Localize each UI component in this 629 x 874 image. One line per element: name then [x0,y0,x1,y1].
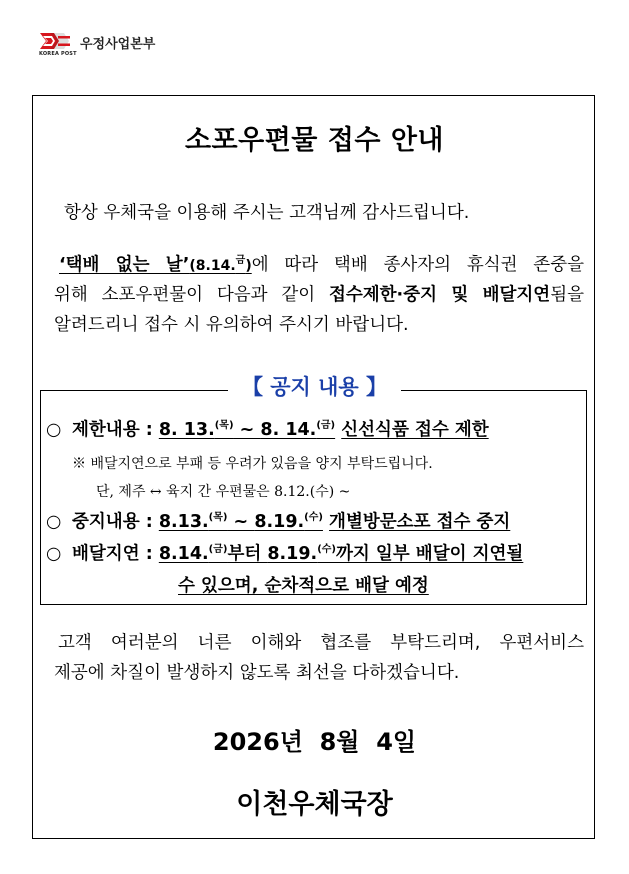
notice-note-jeju: 단, 제주 ↔ 육지 간 우편물은 8.12.(수) ~ [96,484,351,500]
header [38,30,155,60]
bullet-circle-icon: ○ [46,420,62,440]
notice-paragraph [54,250,584,340]
org-name: 우정사업본부 [80,37,156,52]
restriction-phrase: 접수제한·중지 및 배달지연 [328,285,551,305]
notice-item-suspension: ○ 중지내용 : 8.13.$^{(목)}$ ~ 8.19.$^{(수)}$ 개별방문소포 접수 중지 [46,508,582,536]
closing-paragraph [54,628,584,688]
intro-text: 항상 우체국을 이용해 주시는 고객님께 감사드립니다. [64,203,470,223]
paragraph-line-2: 위해 소포우편물이 다음과 같이 접수제한·중지 및 배달지연됨을 [54,285,584,305]
notice-item-delay-line2: 수 있으며, 순차적으로 배달 예정 [178,576,429,596]
notice-item-restriction: ○ 제한내용 : 8. 13.$^{(목)}$ ~ 8. 14.$^{(금)}$ 신선식품 접수 제한 [46,416,582,444]
notice-note-spoilage: ※ 배달지연으로 부패 등 우려가 있음을 양지 부탁드립니다. [72,456,433,472]
restriction-detail: 신선식품 접수 제한 [341,420,489,440]
korea-post-logo-icon [38,30,78,52]
notice-date: 2026년 8월 4일 [212,728,417,756]
paragraph-line-1: ‘택배 없는 날’(8.14.$^금$)에 따라 택배 종사자의 휴식권 존중을 [59,255,584,275]
signature: 이천우체국장 [236,789,393,820]
suspension-detail: 개별방문소포 접수 중지 [329,512,511,532]
bullet-circle-icon: ○ [46,512,62,532]
page-title: 소포우편물 접수 안내 [184,125,445,156]
logo-subtext: KOREA POST [39,51,77,57]
delay-dates: 8.14.$^{(금)}$부터 8.19.$^{(수)}$까지 일부 배달이 지연될 [158,544,524,564]
restriction-dates: 8. 13.$^{(목)}$ ~ 8. 14.$^{(금)}$ [158,420,336,440]
notice-item-delay: ○ 배달지연 : 8.14.$^{(금)}$부터 8.19.$^{(수)}$까지 일부 배달이 지연될 [46,540,582,568]
korea-post-logo [38,30,78,60]
intro-paragraph [64,198,594,228]
closing-line-2: 제공에 차질이 발생하지 않도록 최선을 다하겠습니다. [54,663,460,683]
paragraph-line-3: 알려드리니 접수 시 유의하여 주시기 바랍니다. [54,315,409,335]
notice-heading: 【 공지 내용 】 [0,372,629,402]
bullet-circle-icon: ○ [46,544,62,564]
no-delivery-day-highlight: ‘택배 없는 날’(8.14.$^금$) [59,255,252,275]
suspension-dates: 8.13.$^{(목)}$ ~ 8.19.$^{(수)}$ [158,512,323,532]
closing-line-1: 고객 여러분의 너른 이해와 협조를 부탁드리며, 우편서비스 [58,633,584,653]
